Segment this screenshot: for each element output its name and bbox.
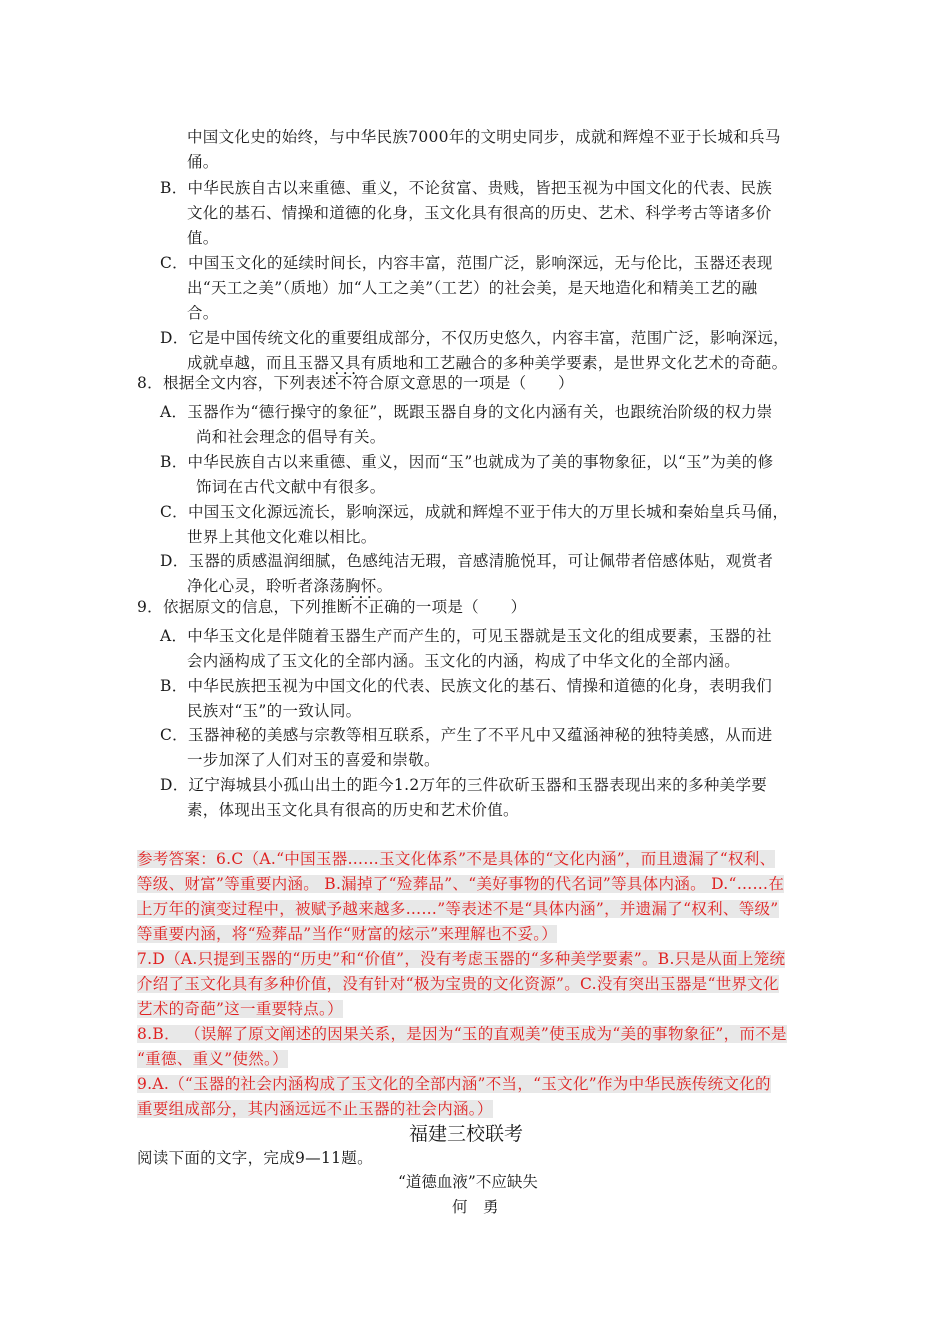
option-c-line: 出“天工之美”（质地）加“人工之美”（工艺）的社会美，是天地造化和精美工艺的融 <box>187 279 758 297</box>
answer-line: 等重要内涵，将“殓葬品”当作“财富的炫示”来理解也不妥。） <box>137 925 558 943</box>
option-a-line: 尚和社会理念的倡导有关。 <box>196 428 386 446</box>
option-c-line: 世界上其他文化难以相比。 <box>187 528 377 546</box>
option-d-line: D．它是中国传统文化的重要组成部分，不仅历史悠久，内容丰富，范围广泛，影响深远， <box>160 329 789 347</box>
answer-line: “重德、重义”使然。） <box>137 1050 288 1068</box>
option-a-line: 会内涵构成了玉文化的全部内涵。玉文化的内涵，构成了中华文化的全部内涵。 <box>187 652 741 670</box>
option-d-line: 成就卓越，而且玉器又具有质地和工艺融合的多种美学要素，是世界文化艺术的奇葩。 <box>187 354 788 372</box>
option-d-line: D．辽宁海城县小孤山出土的距今1.2万年的三件砍斫玉器和玉器表现出来的多种美学要 <box>160 776 768 794</box>
answer-line: 7.D（A.只提到玉器的“历史”和“价值”，没有考虑玉器的“多种美学要素”。B.只是从面上笼统 <box>137 950 786 968</box>
option-d-line: 素，体现出玉文化具有很高的历史和艺术价值。 <box>187 801 519 819</box>
option-c-line: C．玉器神秘的美感与宗教等相互联系，产生了不平凡中又蕴涵神秘的独特美感，从而进 <box>160 726 773 744</box>
option-c-line: 合。 <box>187 304 219 322</box>
answer-line: 上万年的演变过程中，被赋予越来越多……”等表述不是“具体内涵”，并遗漏了“权利、等级” <box>137 900 779 918</box>
question-9-stem: 9．依据原文的信息，下列推断不正确 • • •的一项是（ ） <box>137 597 526 617</box>
answer-line: 8.B． （误解了原文阐述的因果关系，是因为“玉的直观美”使玉成为“美的事物象征”，而不是 <box>137 1025 787 1043</box>
option-c-line: C．中国玉文化的延续时间长，内容丰富，范围广泛，影响深远，无与伦比，玉器还表现 <box>160 254 773 272</box>
author: 何 勇 <box>452 1198 499 1216</box>
section-title: 福建三校联考 <box>409 1123 524 1145</box>
emphasis-dots: 不正确 • • • <box>353 598 400 616</box>
option-b-line: 值。 <box>187 229 219 247</box>
instruction: 阅读下面的文字，完成9—11题。 <box>137 1149 373 1167</box>
article-title: “道德血液”不应缺失 <box>398 1173 538 1191</box>
option-a-line: A．中华玉文化是伴随着玉器生产而产生的，可见玉器就是玉文化的组成要素，玉器的社 <box>160 627 772 645</box>
option-c-line: 一步加深了人们对玉的喜爱和崇敬。 <box>187 751 440 769</box>
option-b-line: B．中华民族自古以来重德、重义，不论贫富、贵贱，皆把玉视为中国文化的代表、民族 <box>160 179 773 197</box>
option-b-line: 饰词在古代文献中有很多。 <box>196 478 386 496</box>
emphasis-dots: 不符合 • • • <box>337 374 384 392</box>
option-c-line: C．中国玉文化源远流长，影响深远，成就和辉煌不亚于伟大的万里长城和秦始皇兵马俑， <box>160 503 789 521</box>
answer-line: 9.A.（“玉器的社会内涵构成了玉文化的全部内涵”不当，“玉文化”作为中华民族传统文化的 <box>137 1075 771 1093</box>
option-d-line: D．玉器的质感温润细腻，色感纯洁无瑕，音感清脆悦耳，可让佩带者倍感体贴，观赏者 <box>160 552 774 570</box>
option-b-line: 文化的基石、情操和道德的化身，玉文化具有很高的历史、艺术、科学考古等诸多价 <box>187 204 772 222</box>
option-d-line: 净化心灵，聆听者涤荡胸怀。 <box>187 577 393 595</box>
text-line: 中国文化史的始终，与中华民族7000年的文明史同步，成就和辉煌不亚于长城和兵马 <box>187 128 781 146</box>
answer-line: 重要组成部分，其内涵远远不止玉器的社会内涵。） <box>137 1100 493 1118</box>
answer-line: 等级、财富”等重要内涵。 B.漏掉了“殓葬品”、“美好事物的代名词”等具体内涵。 D.“……在 <box>137 875 785 893</box>
answer-line: 介绍了玉文化具有多种价值，没有针对“极为宝贵的文化资源”。C.没有突出玉器是“世界文化 <box>137 975 779 993</box>
text-line: 俑。 <box>187 153 219 171</box>
option-b-line: B．中华民族自古以来重德、重义，因而“玉”也就成为了美的事物象征，以“玉”为美的修 <box>160 453 774 471</box>
answer-line: 艺术的奇葩”这一重要特点。） <box>137 1000 343 1018</box>
option-a-line: A．玉器作为“德行操守的象征”，既跟玉器自身的文化内涵有关，也跟统治阶级的权力崇 <box>160 403 773 421</box>
question-8-stem: 8．根据全文内容，下列表述不符合 • • •原文意思的一项是（ ） <box>137 373 574 393</box>
answer-line: 参考答案：6.C（A.“中国玉器……玉文化体系”不是具体的“文化内涵”，而且遗漏了“权利、 <box>137 850 776 868</box>
option-b-line: B．中华民族把玉视为中国文化的代表、民族文化的基石、情操和道德的化身，表明我们 <box>160 677 773 695</box>
option-b-line: 民族对“玉”的一致认同。 <box>187 702 362 720</box>
